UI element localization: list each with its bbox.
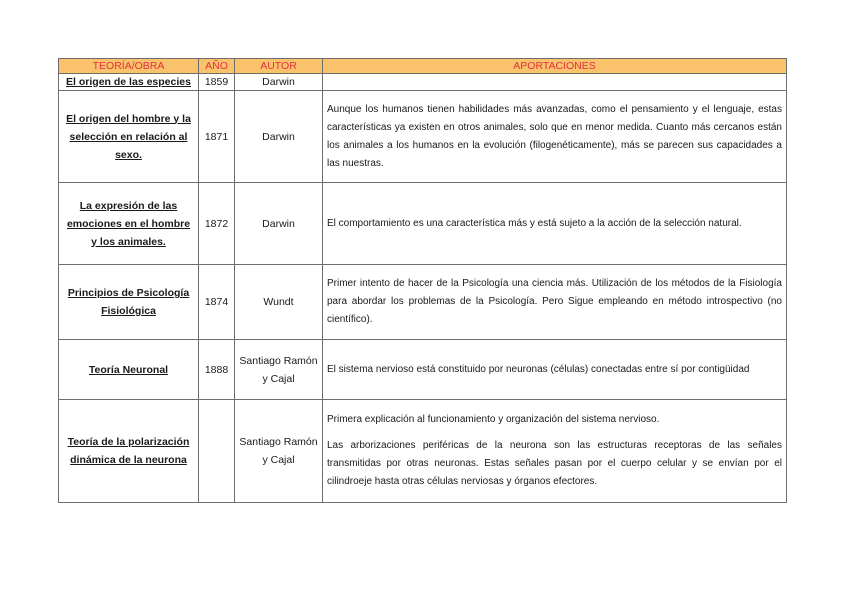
psychology-history-table <box>58 58 787 503</box>
contribution-text: Primera explicación al funcionamiento y organización del sistema nervioso. <box>327 414 660 425</box>
work-title: El origen del hombre y la selección en relación al sexo. <box>59 91 199 183</box>
header-contributions: APORTACIONES <box>323 59 787 74</box>
table-row <box>59 183 787 265</box>
header-work: TEORÍA/OBRA <box>59 59 199 74</box>
table-row <box>59 400 787 503</box>
author-cell: Darwin <box>235 91 323 183</box>
header-year: AÑO <box>199 59 235 74</box>
year-cell: 1874 <box>199 265 235 340</box>
contribution-text: El sistema nervioso está constituido por neuronas (células) conectadas entre sí por contigüidad <box>327 363 750 375</box>
table-row <box>59 340 787 400</box>
year-cell: 1871 <box>199 91 235 183</box>
table-row <box>59 265 787 340</box>
year-cell: 1888 <box>199 340 235 400</box>
contribution-text: El comportamiento es una característica más y está sujeto a la acción de la selección natural. <box>327 217 742 229</box>
table-row <box>59 91 787 183</box>
work-title: La expresión de las emociones en el hombre y los animales. <box>59 183 199 265</box>
contribution-text: Primer intento de hacer de la Psicología una ciencia más. Utilización de los métodos de la Fisiología para abordar los problemas de la Psicología. Pero Sigue empleando en método introspectivo (no científico). <box>327 278 782 325</box>
contribution-text: Aunque los humanos tienen habilidades más avanzadas, como el pensamiento y el lenguaje, estas características ya existen en otros animales, solo que en menor medida. Cuanto más cercanos están los animales a los humanos en la evolución (filogenéticamente), más se parecen sus capacidades a las nuestras. <box>327 103 782 169</box>
contributions-cell <box>323 265 787 340</box>
year-cell <box>199 400 235 503</box>
author-cell: Santiago Ramón y Cajal <box>235 340 323 400</box>
author-cell: Wundt <box>235 265 323 340</box>
work-title: Principios de Psicología Fisiológica <box>59 265 199 340</box>
author-cell: Darwin <box>235 74 323 91</box>
work-title: Teoría Neuronal <box>59 340 199 400</box>
header-row <box>59 59 787 74</box>
contributions-cell <box>323 183 787 265</box>
work-title: El origen de las especies <box>59 74 199 91</box>
contributions-cell <box>323 400 787 503</box>
work-title: Teoría de la polarización dinámica de la neurona <box>59 400 199 503</box>
contributions-cell <box>323 74 787 91</box>
year-cell: 1872 <box>199 183 235 265</box>
author-cell: Darwin <box>235 183 323 265</box>
contributions-cell <box>323 91 787 183</box>
year-cell: 1859 <box>199 74 235 91</box>
author-cell: Santiago Ramón y Cajal <box>235 400 323 503</box>
header-author: AUTOR <box>235 59 323 74</box>
table-row <box>59 74 787 91</box>
contributions-cell <box>323 340 787 400</box>
contribution-text: Las arborizaciones periféricas de la neurona son las estructuras receptoras de las señales transmitidas por otras neuronas. Estas señales pasan por el cuerpo celular y se envían por el cilindroeje hasta otras células nerviosas y órganos efectores. <box>327 440 782 487</box>
